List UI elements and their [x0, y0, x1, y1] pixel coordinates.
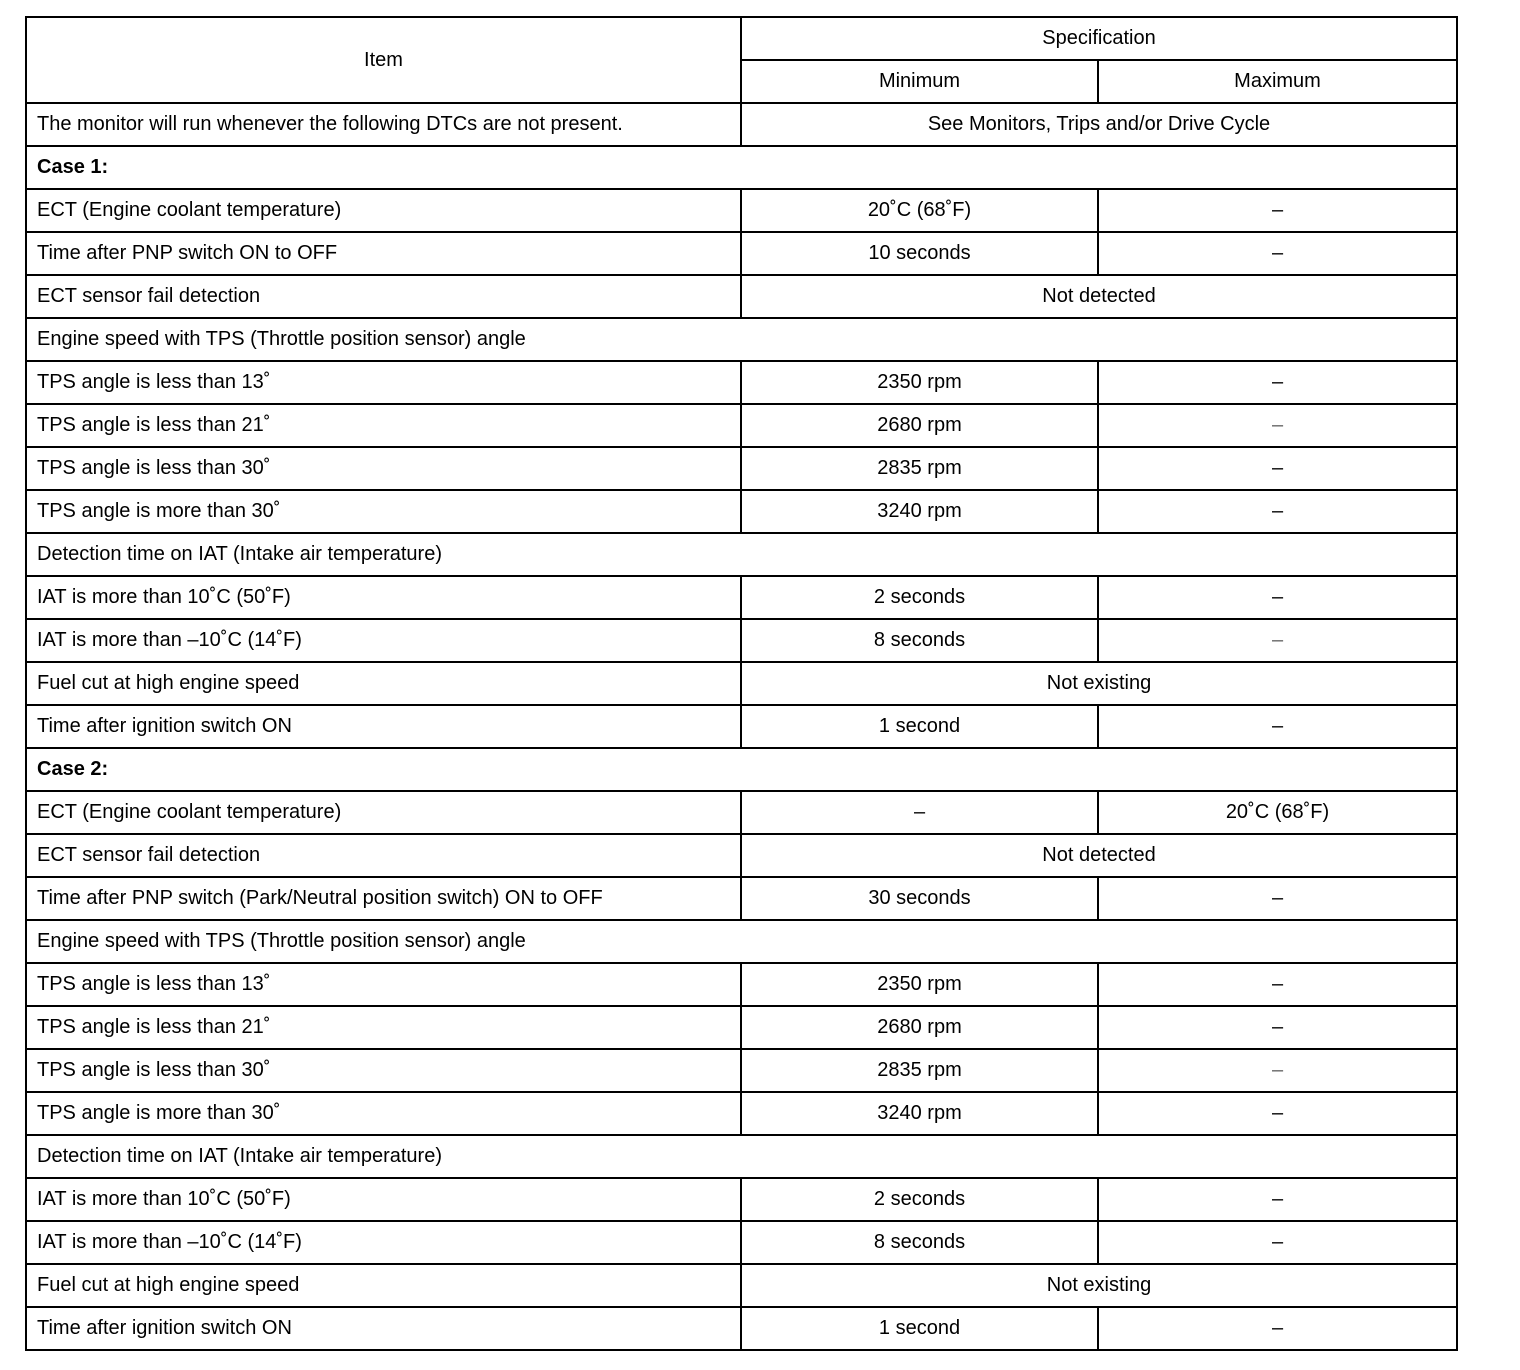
- item-cell: TPS angle is less than 13˚: [26, 963, 741, 1006]
- table-row: [26, 533, 1457, 576]
- item-cell: ECT sensor fail detection: [26, 275, 741, 318]
- group-label: Engine speed with TPS (Throttle position sensor) angle: [26, 318, 1457, 361]
- header-minimum: Minimum: [741, 60, 1098, 103]
- maximum-cell: –: [1098, 877, 1457, 920]
- table-row: [26, 1178, 1457, 1221]
- section-label: Case 1:: [26, 146, 1457, 189]
- table-row: [26, 963, 1457, 1006]
- table-row: [26, 232, 1457, 275]
- table-header: [26, 17, 1457, 103]
- header-specification: Specification: [741, 17, 1457, 60]
- maximum-cell: –: [1098, 361, 1457, 404]
- minimum-cell: 2680 rpm: [741, 404, 1098, 447]
- header-item: Item: [26, 17, 741, 103]
- maximum-cell: 20˚C (68˚F): [1098, 791, 1457, 834]
- table-row: [26, 920, 1457, 963]
- item-cell: Fuel cut at high engine speed: [26, 662, 741, 705]
- minimum-cell: 1 second: [741, 1307, 1098, 1350]
- section-row: [26, 748, 1457, 791]
- spec-table-container: [25, 16, 1458, 1351]
- maximum-cell: –: [1098, 576, 1457, 619]
- group-label: Detection time on IAT (Intake air temperature): [26, 1135, 1457, 1178]
- item-cell: ECT sensor fail detection: [26, 834, 741, 877]
- minimum-cell: –: [741, 791, 1098, 834]
- minimum-cell: 3240 rpm: [741, 1092, 1098, 1135]
- minimum-cell: 2350 rpm: [741, 361, 1098, 404]
- table-body: [26, 103, 1457, 1350]
- maximum-cell: –: [1098, 1006, 1457, 1049]
- table-row: [26, 490, 1457, 533]
- spec-value-cell: Not existing: [741, 1264, 1457, 1307]
- minimum-cell: 3240 rpm: [741, 490, 1098, 533]
- minimum-cell: 2 seconds: [741, 1178, 1098, 1221]
- table-row: [26, 1307, 1457, 1350]
- maximum-cell: –: [1098, 705, 1457, 748]
- table-row: [26, 662, 1457, 705]
- item-cell: Time after PNP switch ON to OFF: [26, 232, 741, 275]
- minimum-cell: 20˚C (68˚F): [741, 189, 1098, 232]
- table-row: [26, 1049, 1457, 1092]
- item-cell: The monitor will run whenever the following DTCs are not present.: [26, 103, 741, 146]
- minimum-cell: 8 seconds: [741, 1221, 1098, 1264]
- table-row: [26, 1135, 1457, 1178]
- maximum-cell: –: [1098, 189, 1457, 232]
- item-cell: Time after PNP switch (Park/Neutral position switch) ON to OFF: [26, 877, 741, 920]
- maximum-cell: –: [1098, 1178, 1457, 1221]
- maximum-cell: –: [1098, 1221, 1457, 1264]
- maximum-cell: –: [1098, 1092, 1457, 1135]
- maximum-cell: –: [1098, 490, 1457, 533]
- table-row: [26, 404, 1457, 447]
- table-row: [26, 791, 1457, 834]
- maximum-cell: –: [1098, 404, 1457, 447]
- table-row: [26, 103, 1457, 146]
- item-cell: ECT (Engine coolant temperature): [26, 791, 741, 834]
- table-row: [26, 275, 1457, 318]
- minimum-cell: 10 seconds: [741, 232, 1098, 275]
- minimum-cell: 2680 rpm: [741, 1006, 1098, 1049]
- table-row: [26, 1221, 1457, 1264]
- table-row: [26, 447, 1457, 490]
- minimum-cell: 2835 rpm: [741, 447, 1098, 490]
- item-cell: ECT (Engine coolant temperature): [26, 189, 741, 232]
- item-cell: TPS angle is more than 30˚: [26, 1092, 741, 1135]
- table-row: [26, 619, 1457, 662]
- minimum-cell: 30 seconds: [741, 877, 1098, 920]
- spec-value-cell: Not detected: [741, 834, 1457, 877]
- maximum-cell: –: [1098, 963, 1457, 1006]
- section-label: Case 2:: [26, 748, 1457, 791]
- group-label: Detection time on IAT (Intake air temperature): [26, 533, 1457, 576]
- header-maximum: Maximum: [1098, 60, 1457, 103]
- item-cell: IAT is more than –10˚C (14˚F): [26, 1221, 741, 1264]
- item-cell: IAT is more than 10˚C (50˚F): [26, 1178, 741, 1221]
- minimum-cell: 1 second: [741, 705, 1098, 748]
- maximum-cell: –: [1098, 1049, 1457, 1092]
- table-row: [26, 576, 1457, 619]
- section-row: [26, 146, 1457, 189]
- item-cell: TPS angle is less than 21˚: [26, 404, 741, 447]
- item-cell: Fuel cut at high engine speed: [26, 1264, 741, 1307]
- table-row: [26, 705, 1457, 748]
- maximum-cell: –: [1098, 447, 1457, 490]
- item-cell: IAT is more than –10˚C (14˚F): [26, 619, 741, 662]
- specification-table: [25, 16, 1458, 1351]
- table-row: [26, 189, 1457, 232]
- spec-value-cell: See Monitors, Trips and/or Drive Cycle: [741, 103, 1457, 146]
- item-cell: Time after ignition switch ON: [26, 705, 741, 748]
- minimum-cell: 2835 rpm: [741, 1049, 1098, 1092]
- minimum-cell: 2350 rpm: [741, 963, 1098, 1006]
- item-cell: Time after ignition switch ON: [26, 1307, 741, 1350]
- maximum-cell: –: [1098, 232, 1457, 275]
- maximum-cell: –: [1098, 1307, 1457, 1350]
- item-cell: TPS angle is less than 30˚: [26, 447, 741, 490]
- item-cell: TPS angle is less than 30˚: [26, 1049, 741, 1092]
- maximum-cell: –: [1098, 619, 1457, 662]
- item-cell: TPS angle is less than 21˚: [26, 1006, 741, 1049]
- table-row: [26, 1092, 1457, 1135]
- table-row: [26, 877, 1457, 920]
- spec-value-cell: Not detected: [741, 275, 1457, 318]
- minimum-cell: 8 seconds: [741, 619, 1098, 662]
- table-row: [26, 318, 1457, 361]
- item-cell: TPS angle is more than 30˚: [26, 490, 741, 533]
- table-row: [26, 834, 1457, 877]
- table-row: [26, 1006, 1457, 1049]
- minimum-cell: 2 seconds: [741, 576, 1098, 619]
- item-cell: IAT is more than 10˚C (50˚F): [26, 576, 741, 619]
- table-row: [26, 361, 1457, 404]
- group-label: Engine speed with TPS (Throttle position sensor) angle: [26, 920, 1457, 963]
- item-cell: TPS angle is less than 13˚: [26, 361, 741, 404]
- table-row: [26, 1264, 1457, 1307]
- spec-value-cell: Not existing: [741, 662, 1457, 705]
